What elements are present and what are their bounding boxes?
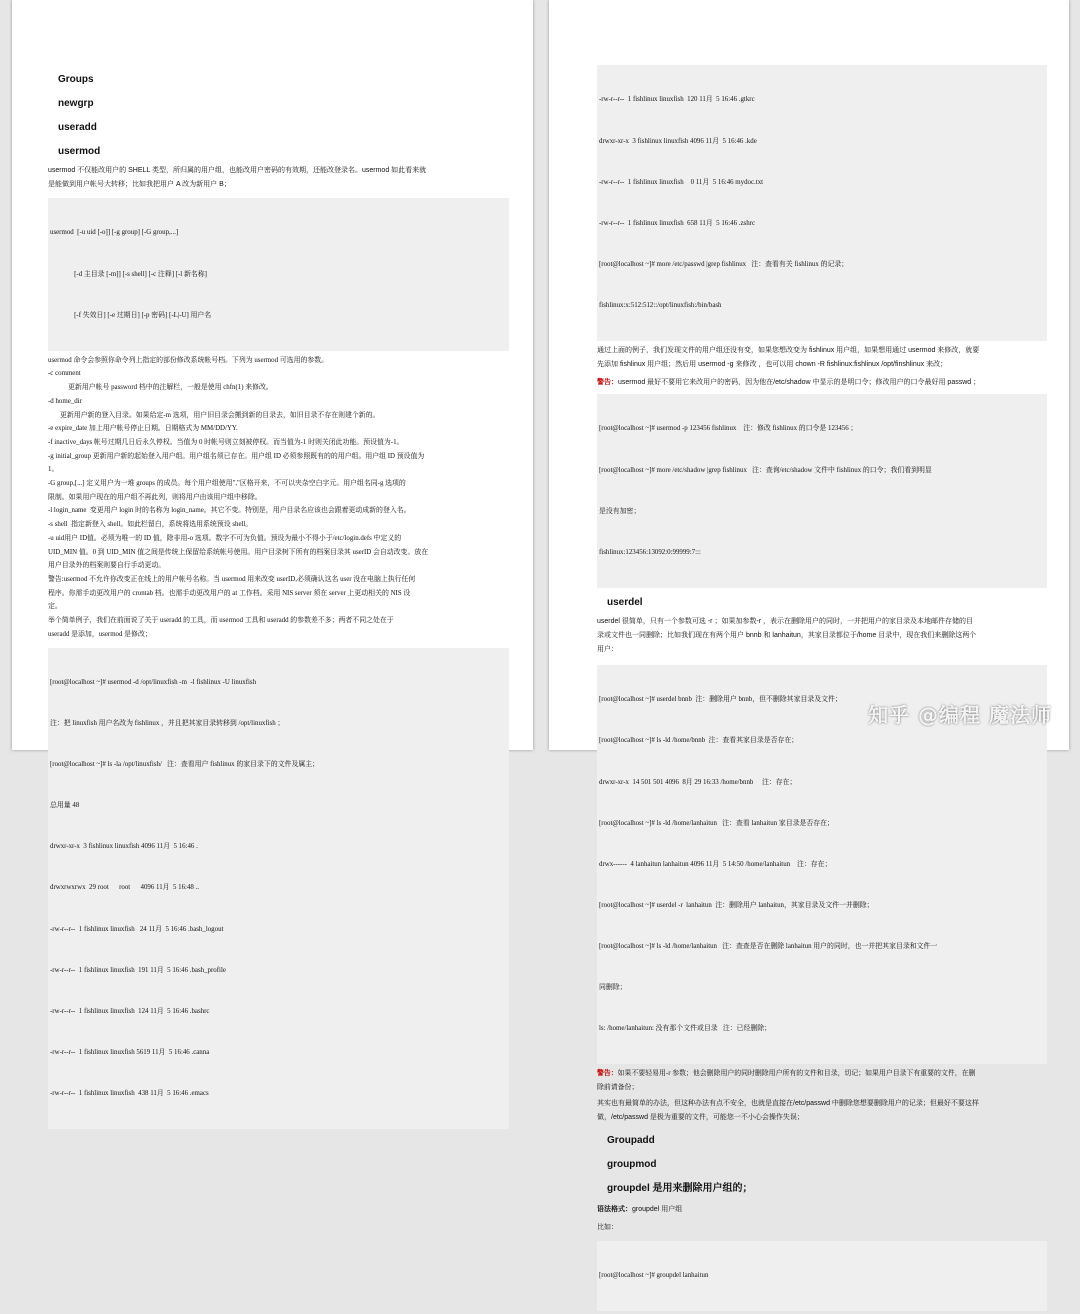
heading-userdel: userdel xyxy=(607,596,643,608)
code-line: fishlinux:123456:13092:0:99999:7::: xyxy=(599,548,701,556)
heading-groupdel: groupdel 是用来删除用户组的； xyxy=(607,1182,753,1194)
groupdel-synopsis xyxy=(597,1203,1047,1217)
synopsis-label: 语法格式： xyxy=(597,1205,632,1213)
code-line: [root@localhost ~]# ls -ld /home/lanhaitun 注：查查是否在删除 lanhaitun 用户的同时，也一并把其家目录和文件一 xyxy=(599,942,938,950)
option-line: 警告:usermod 不允许你改变正在线上的用户帐号名称。当 usermod 用来改变 userID,必须确认这名 user 没在电脑上执行任何 xyxy=(48,575,416,583)
option-line: -f inactive_days 帐号过期几日后永久停权。当值为 0 时帐号则立刻被停权。而当值为-1 时则关闭此功能。预设值为-1。 xyxy=(48,438,404,446)
option-line: -g initial_group 更新用户新的起始登入用户组。用户组名须已存在。用户组 ID 必须参照既有的的用户组。用户组 ID 预设值为 xyxy=(48,452,425,460)
example-label: 比如： xyxy=(597,1223,618,1231)
heading-usermod: usermod xyxy=(58,146,101,157)
paragraph-line: 先添加 fishlinux 用户组；然后用 usermod -g 来修改 ，也可以用 chown -R fishlinux:fishlinux /opt/finshlinux 来改； xyxy=(597,361,948,369)
option-line: -l login_name 变更用户 login 时的名称为 login_name。其它不变。特别是，用户目录名应该也会跟着更动成新的登入名。 xyxy=(48,507,411,515)
option-line: -u uid用户 ID值。必须为唯一的 ID 值，除非用-o 选项。数字不可为负值。预设为最小不得小于/etc/login.defs 中定义的 xyxy=(48,534,402,542)
code-line: drwxr-xr-x 14 501 501 4096 8月 29 16:33 /home/bnnb 注：存在； xyxy=(599,778,797,786)
heading-groupadd: Groupadd xyxy=(607,1134,655,1146)
option-line: -G group,[...] 定义用户为一堆 groups 的成员。每个用户组使用","区格开来，不可以夹杂空白字元。用户组名同-g 选项的 xyxy=(48,480,406,488)
option-line: 定。 xyxy=(48,603,62,611)
page-right-content xyxy=(549,0,1069,1314)
paragraph-line: 通过上面的例子，我们发现文件的用户组还没有变，如果您想改变为 fishlinux 用户组，如果想用通过 usermod 来修改，就要 xyxy=(597,347,980,355)
group-change-paragraph xyxy=(597,344,1047,372)
synopsis-text: groupdel 用户组 xyxy=(632,1205,683,1213)
document-page-left xyxy=(12,0,533,1097)
code-line: -rw-r--r-- 1 fishlinux linuxfish 191 11月 5 16:46 .bash_profile xyxy=(50,966,226,974)
document-page-right xyxy=(549,0,1069,1280)
option-line: -d home_dir xyxy=(48,397,82,405)
paragraph-line: 用户： xyxy=(597,645,618,653)
code-line: [root@localhost ~]# more /etc/shadow |grep fishlinux 注：查询/etc/shadow 文件中 fishlinux 的口令；我们看到明显 xyxy=(599,466,932,474)
code-line: ls: /home/lanhaitun: 没有那个文件或目录 注：已经删除； xyxy=(599,1025,772,1033)
code-line: [root@localhost ~]# more /etc/passwd |grep fishlinux 注：查看有关 fishlinux 的记录； xyxy=(599,260,849,268)
code-line: 注：把 linuxfish 用户名改为 fishlinux ，并且把其家目录转移到 /opt/linuxfish ； xyxy=(50,720,285,728)
userdel-paragraph xyxy=(597,615,1047,657)
option-line: -e expire_date 加上用户帐号停止日期。日期格式为 MM/DD/YY. xyxy=(48,425,238,433)
code-line: [root@localhost ~]# usermod -d /opt/linuxfish -m -l fishlinux -U linuxfish xyxy=(50,678,257,686)
warning-line: 除前请备份； xyxy=(597,1084,639,1091)
code-line: -rw-r--r-- 1 fishlinux linuxfish 438 11月 5 16:46 .emacs xyxy=(50,1090,209,1097)
usermod-syntax-block xyxy=(48,198,509,351)
code-line: drwxrwxrwx 29 root root 4096 11月 5 16:48 .. xyxy=(50,884,200,892)
code-line: -rw-r--r-- 1 fishlinux linuxfish 5619 11月 5 16:46 .canna xyxy=(50,1048,210,1056)
option-line: usermod 命令会参照你命令列上指定的部份修改系统帐号档。下列为 usermod 可选用的参数。 xyxy=(48,356,329,364)
paragraph-line: usermod 不仅能改用户的 SHELL 类型，所归属的用户组，也能改用户密码的有效期，还能改登录名。usermod 如此看来就 xyxy=(48,167,427,174)
warning-line xyxy=(597,1067,1047,1081)
usermod-options xyxy=(48,354,509,642)
code-line: usermod [-u uid [-o]] [-g group] [-G group,...] xyxy=(50,229,179,237)
warning-label: 警告： xyxy=(597,379,618,387)
code-line: -rw-r--r-- 1 fishlinux linuxfish 120 11月 5 16:46 .gtkrc xyxy=(599,96,755,104)
code-line: [root@localhost ~]# groupdel lanhaitun xyxy=(599,1272,709,1280)
usermod-example-block xyxy=(48,648,509,1130)
code-line: [root@localhost ~]# ls -ld /home/bnnb 注：查看其家目录是否存在； xyxy=(599,737,799,745)
option-line: UID_MIN 值。0 到 UID_MIN 值之间是传统上保留给系统帐号使用。用户目录树下所有的档案目录其 userID 会自动改变。放在 xyxy=(48,548,429,556)
password-warning xyxy=(597,376,1047,390)
option-line: 1。 xyxy=(48,466,59,474)
page-left-content xyxy=(12,0,533,1132)
option-line: -s shell 指定新登入 shell。如此栏留白，系统将选用系统预设 shell。 xyxy=(48,521,253,529)
ls-continued-block xyxy=(597,65,1047,341)
heading-newgrp: newgrp xyxy=(58,98,94,109)
code-line: drwxr-xr-x 3 fishlinux linuxfish 4096 11月 5 16:46 .kde xyxy=(599,137,757,145)
option-line: 更新用户新的登入目录。如果给定-m 选项，用户旧目录会搬到新的目录去，如旧目录不存在则建个新的。 xyxy=(60,411,380,419)
code-line: [root@localhost ~]# ls -la /opt/linuxfish/ 注：查看用户 fishlinux 的家目录下的文件及属主； xyxy=(50,761,320,769)
option-line: -c comment xyxy=(48,370,81,378)
code-line: 总用量 48 xyxy=(50,802,80,810)
groupdel-example-block xyxy=(597,1241,1047,1312)
warning-text: 如果不要轻易用-r 参数；他会删除用户的同时删除用户所有的文件和目录，切记；如果用户目录下有重要的文件，在删 xyxy=(617,1070,976,1078)
passwd-edit-paragraph xyxy=(597,1097,1047,1125)
code-line: [root@localhost ~]# ls -ld /home/lanhaitun 注：查看 lanhaitun 家目录是否存在； xyxy=(599,819,834,827)
passwd-example-block xyxy=(597,394,1047,588)
option-line: 用户目录外的档案则要自行手动更动。 xyxy=(48,562,166,570)
warning-label: 警告： xyxy=(597,1070,618,1078)
code-line: 同删除； xyxy=(599,984,627,992)
paragraph-line: 是能做到用户帐号大转移；比如我把用户 A 改为新用户 B； xyxy=(48,181,231,188)
option-line: 举个简单例子，我们在前面说了关于 useradd 的工具，而 usermod 工具和 useradd 的参数差不多；两者不同之处在于 xyxy=(48,617,394,625)
watermark-logo: 知乎 @编程 魔法师 xyxy=(868,703,1052,727)
paragraph-line: 录或文件也一同删除；比如我们现在有两个用户 bnnb 和 lanhaitun，其家目录都位于/home 目录中，现在我们来删除这两个 xyxy=(597,631,977,639)
code-line: drwxr-xr-x 3 fishlinux linuxfish 4096 11月 5 16:46 . xyxy=(50,843,198,851)
paragraph-line: 其实也有最简单的办法，但这种办法有点不安全，也就是直接在/etc/passwd 中删除您想要删除用户的记录；但最好不要这样 xyxy=(597,1099,979,1107)
option-line: 限制。如果用户现在的用户组不再此列，则将用户由该用户组中移除。 xyxy=(48,493,262,501)
option-line: 更新用户帐号 password 档中的注解栏，一般是使用 chfn(1) 来修改。 xyxy=(68,384,273,392)
code-line: [root@localhost ~]# userdel -r lanhaitun 注：删除用户 lanhaitun，其家目录及文件一并删除； xyxy=(599,901,874,909)
code-line: fishlinux:x:512:512::/opt/linuxfish:/bin/bash xyxy=(599,301,722,309)
option-line: 程序。你需手动更改用户的 crontab 档。也需手动更改用户的 at 工作档。采用 NIS server 须在 server 上更动相关的 NIS 设 xyxy=(48,589,411,597)
option-line: useradd 是添加，usermod 是修改； xyxy=(48,630,152,638)
code-line: -rw-r--r-- 1 fishlinux linuxfish 658 11月 5 16:46 .zshrc xyxy=(599,219,756,227)
code-line: [-d 主目录 [-m]] [-s shell] [-c 注释] [-l 新名称] xyxy=(50,270,207,278)
userdel-warning xyxy=(597,1067,1047,1094)
code-line: -rw-r--r-- 1 fishlinux linuxfish 24 11月 5 16:46 .bash_logout xyxy=(50,925,224,933)
code-line: 是没有加密； xyxy=(599,507,641,515)
code-line: [root@localhost ~]# userdel bnnb 注：删除用户 bnnb，但不删除其家目录及文件； xyxy=(599,696,842,704)
code-line: drwx------ 4 lanhaitun lanhaitun 4096 11月 5 14:50 /home/lanhaitun 注：存在； xyxy=(599,860,832,868)
usermod-intro xyxy=(48,164,509,192)
code-line: [-f 失效日] [-e 过期日] [-p 密码] [-L|-U] 用户名 xyxy=(50,311,212,319)
code-line: -rw-r--r-- 1 fishlinux linuxfish 124 11月 5 16:46 .bashrc xyxy=(50,1007,210,1015)
paragraph-line: 做，/etc/passwd 是极为重要的文件，可能您一不小心会操作失误； xyxy=(597,1113,804,1121)
paragraph-line: userdel 很简单，只有一个参数可选 -r ；如果加参数-r ，表示在删除用户的同时，一并把用户的家目录及本地邮件存储的目 xyxy=(597,617,974,625)
heading-groupmod: groupmod xyxy=(607,1158,657,1170)
warning-text: usermod 最好不要用它来改用户的密码，因为他在/etc/shadow 中显示的是明口令；修改用户的口令最好用 passwd ； xyxy=(618,379,981,387)
heading-groups: Groups xyxy=(58,74,94,85)
code-line: -rw-r--r-- 1 fishlinux linuxfish 0 11月 5 16:46 mydoc.txt xyxy=(599,178,764,186)
heading-useradd: useradd xyxy=(58,122,97,133)
code-line: [root@localhost ~]# usermod -p 123456 fishlinux 注：修改 fishlinux 的口令是 123456 ； xyxy=(599,425,858,433)
